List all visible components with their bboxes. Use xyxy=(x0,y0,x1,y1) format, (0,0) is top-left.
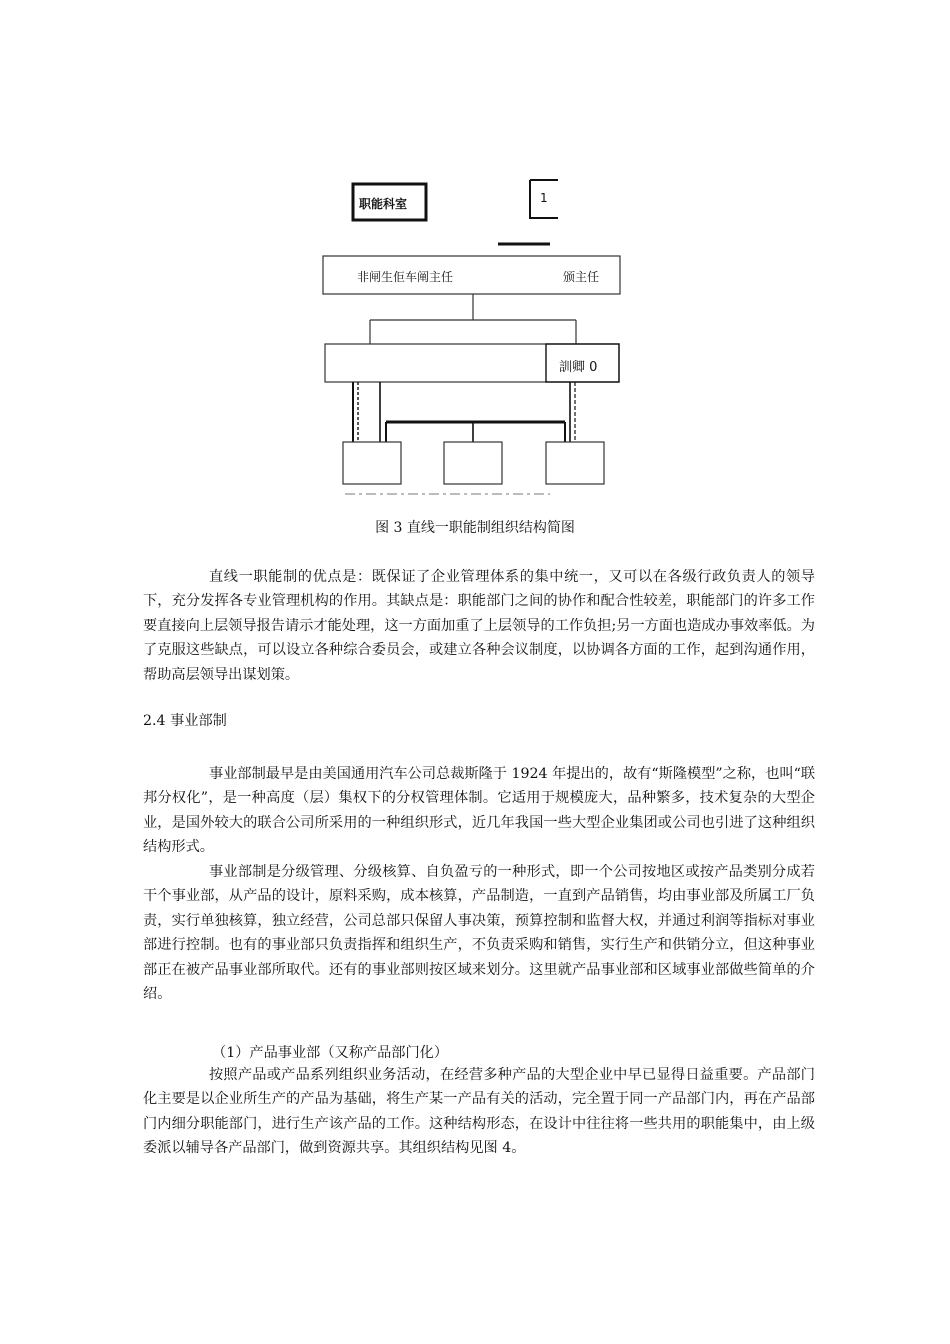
mid-right-box-label: 訓卿 0 xyxy=(559,360,598,375)
org-chart-figure xyxy=(300,160,660,510)
bar-left-label: 非闸生佢车阐主任 xyxy=(357,270,454,284)
org-chart-lines xyxy=(300,160,660,510)
paragraph-product-division: 按照产品或产品系列组织业务活动，在经营多种产品的大型企业中早已显得日益重要。产品部门化主要是以企业所生产的产品为基础，将生产某一产品有关的活动，完全置于同一产品部门内，再在产品部门内细分职能部门，进行生产该产品的工作。这种结构形态，在设计中往往将一些共用的职能集中，由上级委派以辅导各产品部门，做到资源共享。其组织结构见图 4。 xyxy=(143,1067,815,1157)
subsection-heading: （1）产品事业部（又称产品部门化） xyxy=(212,1045,449,1061)
functional-dept-label: 职能科室 xyxy=(359,197,408,211)
section-heading: 2.4 事业部制 xyxy=(143,713,227,729)
paragraph-definition: 事业部制是分级管理、分级核算、自负盈亏的一种形式，即一个公司按地区或按产品类别分成若干个事业部，从产品的设计，原料采购，成本核算，产品制造，一直到产品销售，均由事业部及所属工厂负责，实行单独核算，独立经营，公司总部只保留人事决策，预算控制和监督大权，并通过利润等指标对事业部进行控制。也有的事业部只负责指挥和组织生产，不负责采购和销售，实行生产和供销分立，但这种事业部正在被产品事业部所取代。还有的事业部则按区域来划分。这里就产品事业部和区域事业部做些简单的介绍。 xyxy=(143,864,815,1003)
bar-right-label: 颁主任 xyxy=(563,270,600,284)
figure-caption: 图 3 直线一职能制组织结构简图 xyxy=(375,520,575,536)
paragraph-origin: 事业部制最早是由美国通用汽车公司总裁斯隆于 1924 年提出的，故有“斯隆模型”之称，也叫“联邦分权化”，是一种高度（层）集权下的分权管理体制。它适用于规模庞大，品种繁多，技术复杂的大型企业，是国外较大的联合公司所采用的一种组织形式，近几年我国一些大型企业集团或公司也引进了这种组织结构形式。 xyxy=(143,766,816,856)
paragraph-advantages: 直线一职能制的优点是：既保证了企业管理体系的集中统一，又可以在各级行政负责人的领导下，充分发挥各专业管理机构的作用。其缺点是：职能部门之间的协作和配合性较差，职能部门的许多工作要直接向上层领导报告请示才能处理，这一方面加重了上层领导的工作负担;另一方面也造成办事效率低。为了克服这些缺点，可以设立各种综合委员会，或建立各种会议制度，以协调各方面的工作，起到沟通作用，帮助高层领导出谋划策。 xyxy=(143,569,815,683)
top-right-box-label: 1 xyxy=(540,191,548,205)
